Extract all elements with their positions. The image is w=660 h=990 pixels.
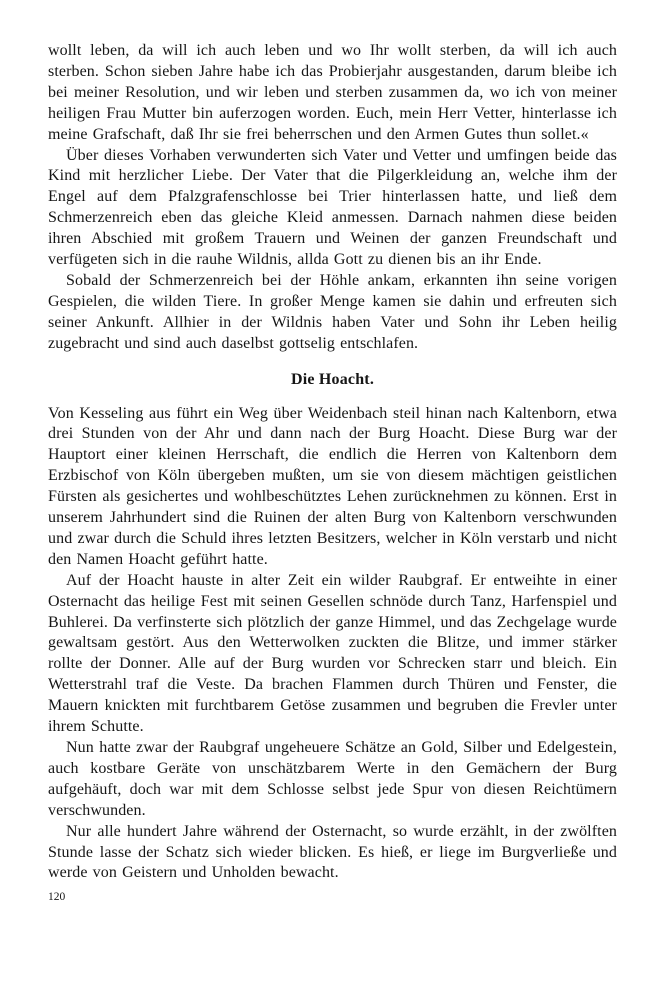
paragraph: Nun hatte zwar der Raubgraf ungeheuere Schätze an Gold, Silber und Edelgestein, auch kostbare Geräte von unschätzbarem Werte in den Gemächern der Burg aufgehäuft, doch war mit dem Schlosse selbst jede Spur von diesen Reichtümern verschwunden.	[48, 739, 617, 819]
paragraph: Über dieses Vorhaben verwunderten sich Vater und Vetter und umfingen beide das Kind mit herzlicher Liebe. Der Vater that die Pilgerkleidung an, welche ihm der Engel auf dem Pfalzgrafenschlosse bei Trier hinterlassen hatte, und ließ dem Schmerzenreich eben das gleiche Kleid anmessen. Darnach nahmen diese beiden ihren Abschied mit großem Trauern und Weinen der ganzen Freundschaft und verfügeten sich in die rauhe Wildnis, allda Gott zu dienen bis an ihr Ende.	[48, 146, 617, 269]
paragraph: Sobald der Schmerzenreich bei der Höhle ankam, erkannten ihn seine vorigen Gespielen, die wilden Tiere. In großer Menge kamen sie dahin und erfreuten sich seiner Ankunft. Allhier in der Wildnis haben Vater und Sohn ihr Leben heilig zugebracht und sind auch daselbst gottselig entschlafen.	[48, 271, 617, 352]
paragraph-section-opening: Von Kesseling aus führt ein Weg über Weidenbach steil hinan nach Kaltenborn, etwa drei Stunden von der Ahr und dann nach der Burg Hoacht. Diese Burg war der Hauptort einer kleinen Herrschaft, die endlich die Herren von Kaltenborn dem Erzbischof von Köln übergeben mußten, um sie von diesem mächtigen geistlichen Fürsten als gesichertes und wohlbeschütztes Lehen zurücknehmen zu können. Erst in unserem Jahrhundert sind die Ruinen der alten Burg von Kaltenborn verschwunden und zwar durch die Schuld ihres letzten Besitzers, welcher in Köln verstarb und nicht den Namen Hoacht geführt hatte.	[48, 404, 617, 568]
page-number: 120	[48, 891, 66, 904]
paragraph-continuation: wollt leben, da will ich auch leben und wo Ihr wollt sterben, da will ich auch sterben. Schon sieben Jahre habe ich das Probierjahr ausgestanden, darum bleibe ich bei meiner Resolution, und wir leben und sterben zusammen da, wo ich von meiner heiligen Frau Mutter bin auferzogen worden. Euch, mein Herr Vetter, hinterlasse ich meine Grafschaft, daß Ihr sie frei beherrschen und den Armen Gutes thun sollet.«	[48, 42, 617, 143]
text-column	[48, 41, 617, 904]
paragraph: Nur alle hundert Jahre während der Osternacht, so wurde erzählt, in der zwölften Stunde lasse der Schatz sich wieder blicken. Es hieß, er liege im Burgverließe und werde von Geistern und Unholden bewacht.	[48, 822, 617, 882]
paragraph: Auf der Hoacht hauste in alter Zeit ein wilder Raubgraf. Er entweihte in einer Osternacht das heilige Fest mit seinen Gesellen schnöde durch Tanz, Harfenspiel und Buhlerei. Da verfinsterte sich plötzlich der ganze Himmel, und das Zechgelage wurde gewaltsam gestört. Aus den Wetterwolken zuckten die Blitze, und immer stärker rollte der Donner. Alle auf der Burg wurden vor Schrecken starr und bleich. Ein Wetterstrahl traf die Veste. Da brachen Flammen durch Thüren und Fenster, die Mauern knickten mit furchtbarem Getöse zusammen und begruben die Frevler unter ihrem Schutte.	[48, 571, 617, 736]
section-heading: Die Hoacht.	[290, 370, 375, 388]
